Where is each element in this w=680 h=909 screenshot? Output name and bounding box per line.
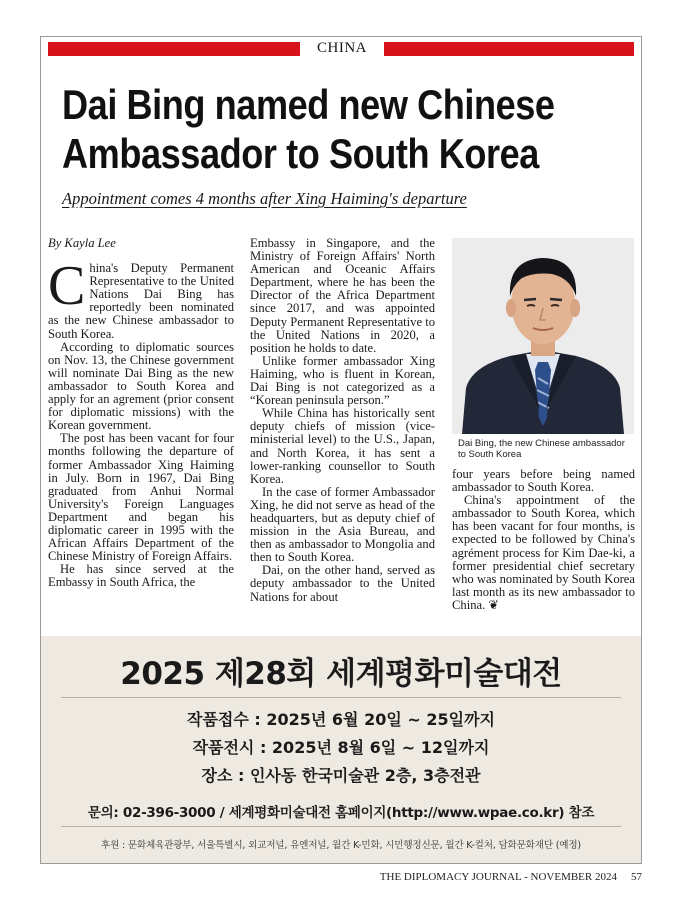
paragraph: While China has historically sent deputy chiefs of mission (vice-ministerial level) to the U.S., Japan, and North Korea, it has sent a lower-ranking counsellor to South Korea. — [250, 406, 435, 486]
ad-submission-dates: 작품접수 : 2025년 6월 20일 ~ 25일까지 — [187, 710, 495, 729]
paragraph: four years before being named ambassador to South Korea. — [452, 467, 635, 495]
ad-sponsors: 후원 : 문화체육관광부, 서울특별시, 외교저널, 유엔저널, 월간 K-민화, 시민행정신문, 월간 K-컬처, 담화문화재단 (예정) — [101, 840, 581, 851]
ad-divider — [61, 826, 621, 827]
ad-exhibition-dates: 작품전시 : 2025년 8월 6일 ~ 12일까지 — [192, 738, 490, 757]
paragraph: He has since served at the Embassy in South Africa, the — [48, 562, 234, 590]
section-label: CHINA — [317, 40, 367, 56]
journal-name: THE DIPLOMACY JOURNAL - NOVEMBER 2024 — [379, 871, 617, 883]
paragraph: China's appointment of the ambassador to South Korea, which has been vacant for four months, is expected to be followed by China's agrément process for Kim Dae-ki, a former presidential chief secretary who was nominated by South Korea last month as its new ambassador to China. ❦ — [452, 493, 635, 612]
page-number: 57 — [631, 871, 642, 883]
paragraph: Unlike former ambassador Xing Haiming, who is fluent in Korean, Dai Bing is not categorized as a “Korean peninsula person.” — [250, 353, 435, 408]
ad-contact: 문의: 02-396-3000 / 세계평화미술대전 홈페이지(http://www.wpae.co.kr) 참조 — [87, 805, 595, 821]
paragraph: Embassy in Singapore, and the Ministry of Foreign Affairs' North American and Oceanic Affairs Department, where he has been the Director of the Africa Department since 2017, and was appointed Deputy Permanent Representative to the United Nations in 2020, a position he holds to date. — [250, 236, 436, 355]
headline — [62, 80, 561, 178]
ad-title: 2025 제28회 세계평화미술대전 — [120, 656, 562, 692]
exhibition-advertisement — [41, 636, 641, 863]
article-column-1 — [48, 237, 234, 589]
subheadline: Appointment comes 4 months after Xing Haiming's departure — [62, 189, 467, 208]
end-mark-icon: ❦ — [488, 597, 499, 612]
photo-caption: Dai Bing, the new Chinese ambassador to South Korea — [458, 438, 625, 460]
headline-line-2: Ambassador to South Korea — [62, 130, 539, 177]
paragraph: Dai, on the other hand, served as deputy ambassador to the United Nations for about — [250, 563, 435, 604]
paragraph: According to diplomatic sources on Nov. 13, the Chinese government will nominate Dai Bing as the new ambassador to South Korea and apply for an agrement (prior consent for diplomatic missions) with the Korean government. — [48, 339, 234, 433]
portrait-photo — [452, 238, 634, 434]
headline-line-1: Dai Bing named new Chinese — [62, 81, 555, 128]
paragraph: The post has been vacant for four months following the departure of former Ambassador Xing Haiming in July. Born in 1967, Dai Bing graduated from Anhui Normal University's Foreign Languages Department and began his diplomatic career in 1995 with the African Affairs Department of the Chinese Ministry of Foreign Affairs. — [48, 431, 234, 564]
paragraph: In the case of former Ambassador Xing, he did not serve as head of the headquarters, but as deputy chief of mission in the Asia Bureau, and then as ambassador to Mongolia and then to South Korea. — [250, 484, 435, 565]
ad-divider — [61, 697, 621, 698]
ad-venue: 장소 : 인사동 한국미술관 2층, 3층전관 — [201, 766, 481, 785]
portrait-illustration — [452, 238, 634, 434]
drop-cap: C — [48, 255, 86, 318]
page-footer — [380, 871, 642, 883]
paragraph: China's Deputy Permanent Representative to the United Nations Dai Bing has reportedly been nominated as the new Chinese ambassador to South Korea. — [48, 255, 234, 341]
section-bar-right — [384, 42, 634, 56]
article-column-3 — [452, 468, 635, 612]
article-column-2 — [250, 237, 435, 604]
byline: By Kayla Lee — [48, 236, 116, 250]
section-bar-left — [48, 42, 300, 56]
